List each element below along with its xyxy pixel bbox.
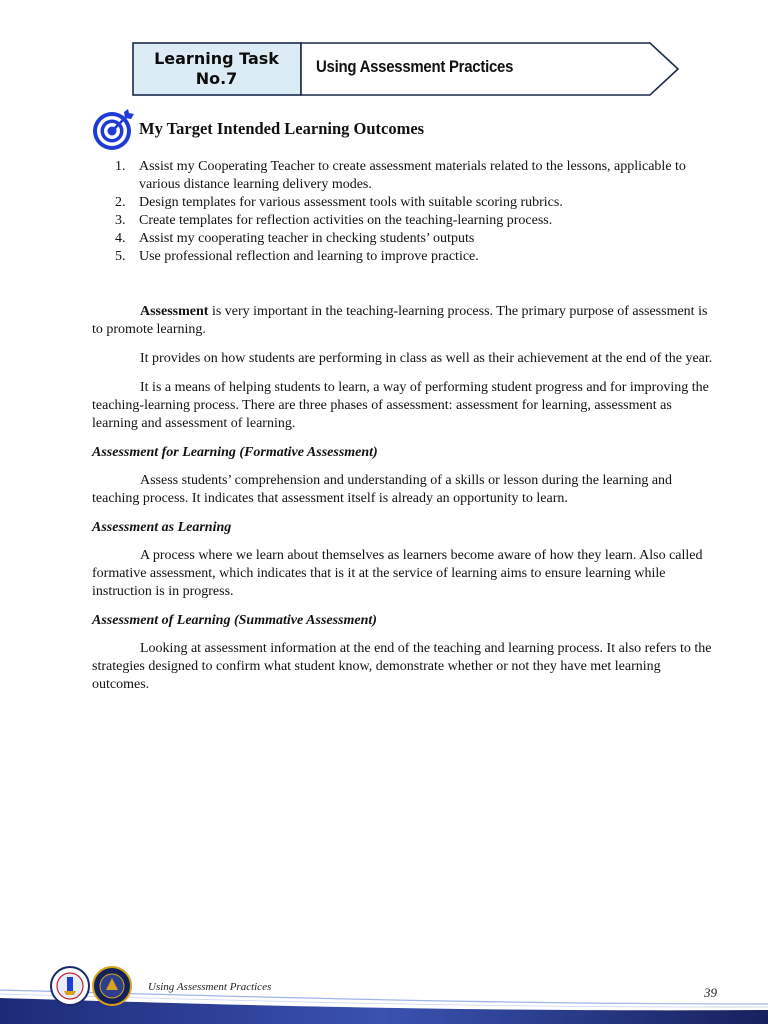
paragraph: Assess students’ comprehension and understanding of a skills or lesson during the learning and teaching process. It indicates that assessment itself is already an opportunity to learn.	[92, 473, 673, 506]
list-text: Use professional reflection and learning to improve practice.	[139, 249, 479, 264]
bold-term: Assessment	[140, 304, 209, 319]
paragraph: It is a means of helping students to learn, a way of performing student progress and for improving the teaching-learning process. There are three phases of assessment: assessment for learning, assessment as learning and assessment of learning.	[92, 380, 709, 431]
list-text: Assist my Cooperating Teacher to create assessment materials related to the lessons, applicable to various distance learning delivery modes.	[139, 159, 686, 192]
list-number: 4.	[115, 231, 126, 246]
list-number: 1.	[115, 159, 126, 174]
list-item	[110, 194, 710, 212]
seal-logo-icon	[93, 967, 131, 1005]
paragraph: Looking at assessment information at the end of the teaching and learning process. It also refers to the strategies designed to confirm what student know, demonstrate whether or not they have met learning outcomes.	[92, 641, 712, 692]
list-text: Create templates for reflection activities on the teaching-learning process.	[139, 213, 553, 228]
paragraph	[92, 303, 720, 339]
section-heading: Assessment for Learning (Formative Assessment)	[92, 445, 378, 460]
body-text	[92, 303, 720, 705]
list-number: 3.	[115, 213, 126, 228]
list-text: Design templates for various assessment tools with suitable scoring rubrics.	[139, 195, 563, 210]
footer-title: Using Assessment Practices	[148, 981, 272, 993]
list-item	[110, 158, 710, 194]
page-number: 39	[704, 985, 717, 1000]
learning-task-label	[133, 43, 300, 95]
task-line-1: Learning Task	[154, 49, 279, 68]
list-number: 5.	[115, 249, 126, 264]
section-heading: Assessment as Learning	[92, 520, 232, 535]
paragraph: A process where we learn about themselves as learners become aware of how they learn. Also called formative assessment, which indicates that is it at the service of learning aims to ensure learning while instruction is in progress.	[92, 548, 703, 599]
paragraph: It provides on how students are performing in class as well as their achievement at the end of the year.	[140, 351, 713, 366]
school-logo-icon	[51, 967, 89, 1005]
list-item	[110, 212, 710, 230]
footer-logos	[50, 966, 134, 1006]
target-icon	[91, 108, 135, 152]
list-text: Assist my cooperating teacher in checking students’ outputs	[139, 231, 475, 246]
paragraph-text: is very important in the teaching-learning process. The primary purpose of assessment is to promote learning.	[92, 304, 708, 337]
list-item	[110, 248, 710, 266]
list-item	[110, 230, 710, 248]
task-line-2: No.7	[195, 69, 238, 88]
outcomes-list	[110, 158, 710, 266]
outcomes-heading: My Target Intended Learning Outcomes	[139, 119, 425, 138]
banner-title: Using Assessment Practices	[316, 57, 514, 76]
list-number: 2.	[115, 195, 126, 210]
section-heading: Assessment of Learning (Summative Assessment)	[92, 613, 377, 628]
